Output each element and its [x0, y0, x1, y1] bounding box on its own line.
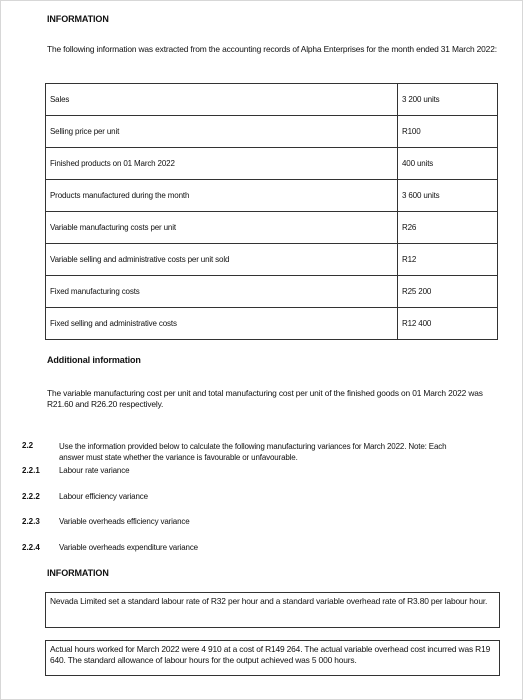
subquestion-text: Labour rate variance — [59, 466, 130, 475]
row-label: Variable selling and administrative costs per unit sold — [46, 244, 398, 276]
additional-info-heading: Additional information — [47, 355, 141, 365]
section-heading-information: INFORMATION — [47, 14, 109, 24]
table-row — [46, 276, 498, 308]
row-value: 3 200 units — [398, 84, 498, 116]
row-value: R12 — [398, 244, 498, 276]
question-text: Use the information provided below to calculate the following manufacturing variances for March 2022. Note: Each answer must state whether the variance is favourable or unfavourable. — [59, 442, 447, 462]
row-value: R12 400 — [398, 308, 498, 340]
subquestion-text: Variable overheads efficiency variance — [59, 517, 190, 526]
row-label: Fixed selling and administrative costs — [46, 308, 398, 340]
intro-paragraph: The following information was extracted from the accounting records of Alpha Enterprises for the month ended 31 March 2022: — [47, 44, 497, 54]
accounting-info-table — [45, 83, 498, 340]
subquestion-number: 2.2.2 — [22, 492, 40, 501]
row-value: R26 — [398, 212, 498, 244]
subquestion-number: 2.2.3 — [22, 517, 40, 526]
question-number: 2.2 — [22, 441, 34, 450]
section-heading-information-2: INFORMATION — [47, 568, 109, 578]
table-row — [46, 148, 498, 180]
row-label: Selling price per unit — [46, 116, 398, 148]
row-label: Variable manufacturing costs per unit — [46, 212, 398, 244]
subquestion-text: Labour efficiency variance — [59, 492, 148, 501]
table-row — [46, 116, 498, 148]
subquestion-number: 2.2.1 — [22, 466, 40, 475]
row-label: Fixed manufacturing costs — [46, 276, 398, 308]
subquestion-number: 2.2.4 — [22, 543, 40, 552]
table-row — [46, 180, 498, 212]
row-value: 3 600 units — [398, 180, 498, 212]
row-label: Products manufactured during the month — [46, 180, 398, 212]
additional-info-paragraph: The variable manufacturing cost per unit and total manufacturing cost per unit of the finished goods on 01 March 2022 was R21.60 and R26.20 respectively. — [47, 388, 483, 409]
subquestion-text: Variable overheads expenditure variance — [59, 543, 198, 552]
row-label: Sales — [46, 84, 398, 116]
row-value: R25 200 — [398, 276, 498, 308]
info-box-actual-results: Actual hours worked for March 2022 were 4 910 at a cost of R149 264. The actual variable overhead cost incurred was R19 640. The standard allowance of labour hours for the output achieved was 5 000 hours. — [45, 640, 500, 676]
table-row — [46, 84, 498, 116]
table-row — [46, 308, 498, 340]
row-value: R100 — [398, 116, 498, 148]
row-label: Finished products on 01 March 2022 — [46, 148, 398, 180]
table-row — [46, 244, 498, 276]
info-box-standard-rates: Nevada Limited set a standard labour rate of R32 per hour and a standard variable overhead rate of R3.80 per labour hour. — [45, 592, 500, 628]
row-value: 400 units — [398, 148, 498, 180]
table-row — [46, 212, 498, 244]
